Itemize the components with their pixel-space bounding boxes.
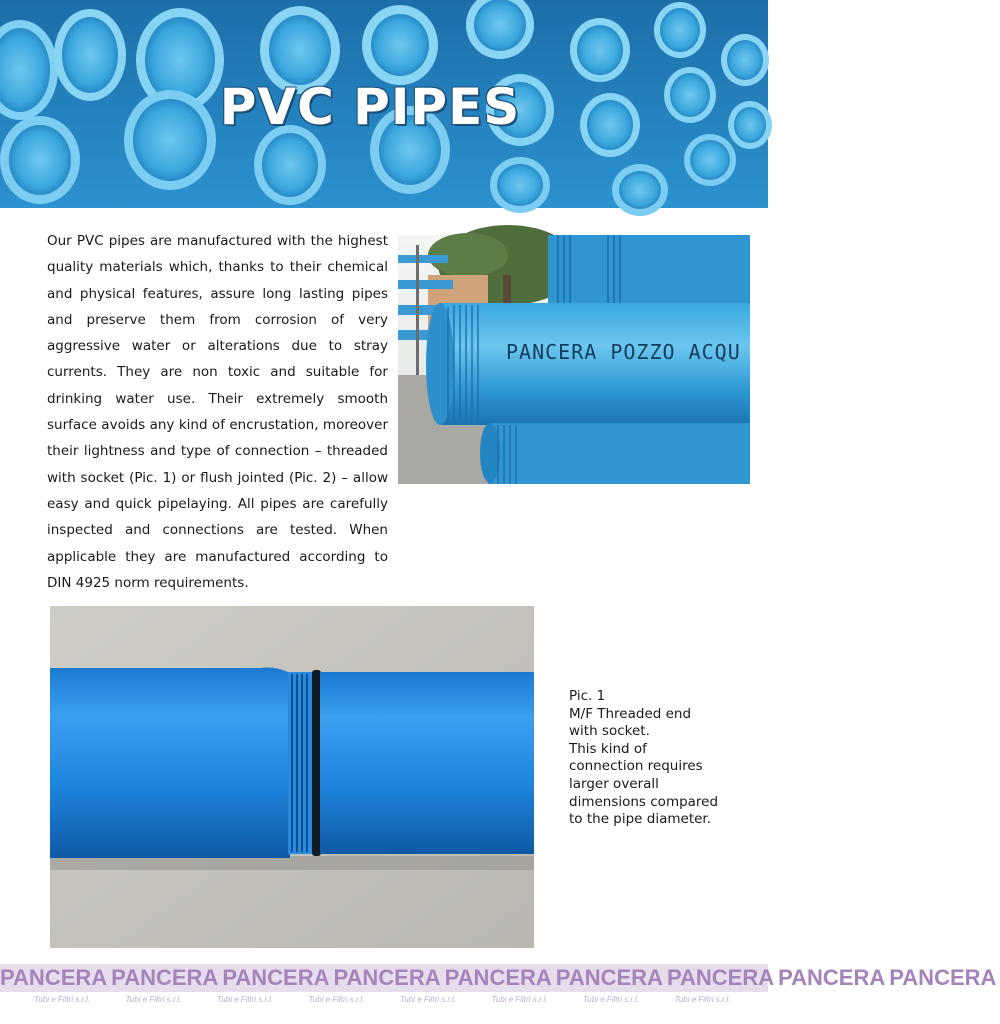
footer-brand-band <box>0 964 997 992</box>
pipes-yard-photo <box>398 235 750 484</box>
back-pipe <box>548 235 750 305</box>
caption-line: dimensions compared <box>569 793 719 810</box>
caption-line: connection requires <box>569 758 703 775</box>
caption-line: to the pipe diameter. <box>569 811 712 828</box>
page-title: PVC PIPES <box>219 78 521 136</box>
footer-subtitle-text: Tubi e Filtri s.r.l. <box>34 995 91 1004</box>
footer-subtitle-text: Tubi e Filtri s.r.l. <box>308 995 365 1004</box>
footer-subtitle-text: Tubi e Filtri s.r.l. <box>400 995 457 1004</box>
intro-paragraph: Our PVC pipes are manufactured with the highest quality materials which, thanks to their chemical and physical features, assure long lasting pipes and preserve them from corrosion of very aggressive water or alterations due to stray currents. They are non toxic and suitable for drinking water use. Their extremely smooth surface avoids any kind of encrustation, moreover their lightness and type of connection – threaded with socket (Pic. 1) or flush jointed (Pic. 2) – allow easy and quick pipelaying. All pipes are carefully inspected and connections are tested. When applicable they are manufactured according to DIN 4925 norm requirements. <box>47 233 388 591</box>
footer-brand-text: PANCERA <box>222 965 330 990</box>
footer-subtitle-text: Tubi e Filtri s.r.l. <box>125 995 182 1004</box>
caption-line: M/F Threaded end <box>569 705 692 722</box>
footer-subtitle-band <box>34 994 768 1006</box>
caption-line: This kind of <box>569 740 647 757</box>
caption-line: Pic. 1 <box>569 688 606 704</box>
footer-subtitle-text: Tubi e Filtri s.r.l. <box>674 995 731 1004</box>
caption-line: with socket. <box>569 723 650 740</box>
footer-brand-text: PANCERA <box>555 965 663 990</box>
footer-brand-text: PANCERA <box>778 965 886 990</box>
caption-line: larger overall <box>569 775 659 792</box>
header-banner <box>0 0 768 208</box>
spigot-pipe <box>320 672 534 854</box>
printed-pipe <box>426 303 750 425</box>
footer-subtitle-text: Tubi e Filtri s.r.l. <box>583 995 640 1004</box>
footer-brand-text: PANCERA <box>111 965 219 990</box>
o-ring-seal <box>312 670 321 856</box>
footer-brand-text: PANCERA <box>666 965 775 990</box>
footer-brand-text: PANCERA <box>333 965 441 990</box>
footer-subtitle-text: Tubi e Filtri s.r.l. <box>491 995 548 1004</box>
pipe-print-text: PANCERA POZZO ACQU <box>506 340 741 364</box>
footer-brand-text: PANCERA <box>444 965 552 990</box>
socket-pipe <box>50 668 290 859</box>
photo-caption <box>569 688 749 829</box>
footer-brand-text: PANCERA <box>0 965 108 990</box>
lower-pipe <box>488 423 750 484</box>
footer-brand-text: PANCERA <box>889 965 997 990</box>
thread-section <box>288 670 321 856</box>
footer-subtitle-text: Tubi e Filtri s.r.l. <box>217 995 274 1004</box>
threaded-joint-photo <box>50 606 534 948</box>
